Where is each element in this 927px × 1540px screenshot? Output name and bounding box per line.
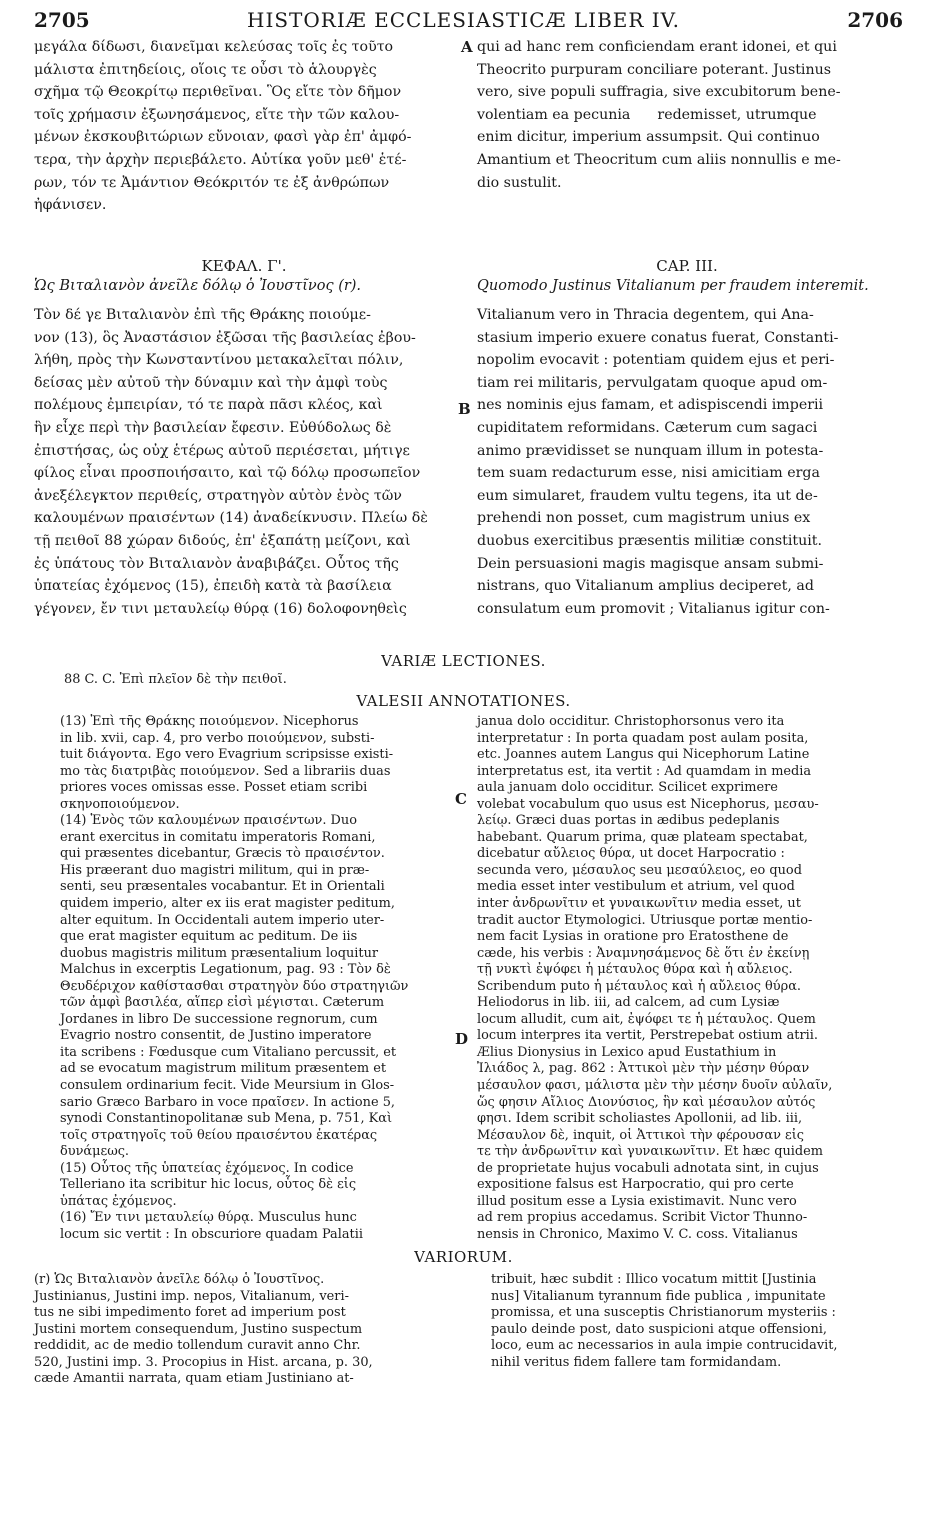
text-line: Jordanes in libro De successione regnorum, cum bbox=[60, 1011, 378, 1027]
text-line: illud positum esse a Lysia existimavit. Nunc vero bbox=[477, 1193, 797, 1209]
valesii-notes-left bbox=[60, 714, 460, 1244]
text-line: etc. Joannes autem Langus qui Nicephorum Latine bbox=[477, 747, 810, 763]
text-line: ὑπάτας ἐχόμενος. bbox=[60, 1193, 177, 1209]
text-line: erant exercitus in comitatu imperatoris Romani, bbox=[60, 829, 376, 845]
text-line: ad rem propius accedamus. Scribit Victor Thunno- bbox=[477, 1210, 808, 1226]
text-line: 520, Justini imp. 3. Procopius in Hist. arcana, p. 30, bbox=[34, 1354, 373, 1370]
text-line: eum simularet, fraudem vultu tegens, ita ut de- bbox=[477, 487, 818, 504]
text-line: nistrans, quo Vitalianum amplius deciperet, ad bbox=[477, 578, 814, 595]
text-line: λήθη, πρὸς τὴν Κωνσταντίνου μετακαλεῖται πόλιν, bbox=[34, 352, 404, 369]
text-line: ὑπατείας ἐχόμενος (15), ἐπειδὴ κατὰ τὰ βασίλεια bbox=[34, 578, 392, 595]
text-line: volentiam ea pecunia redemisset, utrumque bbox=[477, 106, 817, 123]
text-line: His præerant duo magistri militum, qui in præ- bbox=[60, 862, 370, 878]
greek-chapter-heading: ΚΕΦΑΛ. Γ'. bbox=[201, 257, 287, 275]
text-line: cæde Amantii narrata, quam etiam Justiniano at- bbox=[34, 1371, 354, 1387]
variorum-heading: VARIORUM. bbox=[414, 1248, 513, 1266]
text-line: interpretatus est, ita vertit : Ad quamdam in media bbox=[477, 763, 812, 779]
text-line: Justini mortem consequendum, Justino suspectum bbox=[34, 1321, 363, 1337]
text-line: Justinianus, Justini imp. nepos, Vitalianum, veri- bbox=[34, 1288, 349, 1304]
text-line: δυνάμεως. bbox=[60, 1144, 130, 1160]
text-line: animo prævidisset se nunquam illum in potesta- bbox=[477, 442, 824, 459]
text-line: τε τὴν ἀνδρωνῖτιν καὶ γυναικωνῖτιν. Et hæc quidem bbox=[477, 1144, 824, 1160]
text-line: consulem ordinarium fecit. Vide Meursium in Glos- bbox=[60, 1078, 395, 1094]
text-line: γέγονεν, ἔν τινι μεταυλείῳ θύρᾳ (16) δολοφονηθεὶς bbox=[34, 600, 407, 617]
text-line: Vitalianum vero in Thracia degentem, qui Ana- bbox=[477, 307, 814, 323]
text-line: nes nominis ejus famam, et adispiscendi imperii bbox=[477, 397, 824, 414]
text-line: synodi Constantinopolitanæ sub Mena, p. 751, Καὶ bbox=[60, 1111, 393, 1127]
text-line: mo τὰς διατριβὰς ποιούμενον. Sed a librariis duas bbox=[60, 763, 391, 779]
text-line: volebat vocabulum quo usus est Nicephorus, μεσαυ- bbox=[477, 796, 819, 812]
text-line: φίλος εἶναι προσποιήσαιτο, καὶ τῷ δόλῳ προσωπεῖον bbox=[34, 465, 421, 482]
text-line: locum interpres ita vertit, Perstrepebat ostium atrii. bbox=[477, 1028, 818, 1044]
text-line: ad se evocatum magistrum militum præsentem et bbox=[60, 1061, 387, 1077]
text-line: Ælius Dionysius in Lexico apud Eustathium in bbox=[477, 1044, 777, 1060]
text-line: nensis in Chronico, Maximo V. C. coss. Vitalianus bbox=[477, 1226, 798, 1242]
text-line: secunda vero, μέσαυλος seu μεσαύλειος, eo quod bbox=[477, 862, 802, 878]
text-line: alter equitum. In Occidentali autem imperio uter- bbox=[60, 912, 385, 928]
text-line: σχῆμα τῷ Θεοκρίτῳ περιθεῖναι. Ὃς εἴτε τὸν δῆμον bbox=[34, 84, 402, 101]
text-line: cupiditatem reformidans. Cæterum cum sagaci bbox=[477, 419, 818, 436]
text-line: interpretatur : In porta quadam post aulam posita, bbox=[477, 730, 809, 746]
text-line: reddidit, ac de medio tollendum curavit anno Chr. bbox=[34, 1338, 361, 1354]
right-page-number: 2706 bbox=[847, 8, 903, 32]
text-line: expositione falsus est Harpocratio, qui pro certe bbox=[477, 1177, 794, 1193]
text-line: Telleriano ita scribitur hic locus, οὗτος δὲ εἰς bbox=[60, 1177, 357, 1193]
text-line: promissa, et una susceptis Christianorum mysteriis : bbox=[491, 1305, 836, 1321]
text-line: ἣν εἶχε περὶ τὴν βασιλείαν ἔφεσιν. Εὐθύδολως δὲ bbox=[34, 419, 392, 436]
latin-body-text bbox=[477, 304, 907, 620]
text-line: (15) Οὗτος τῆς ὑπατείας ἐχόμενος. In codice bbox=[60, 1160, 354, 1176]
margin-marker-b: B bbox=[458, 400, 471, 418]
text-line: μεγάλα δίδωσι, διανεῖμαι κελεύσας τοῖς ἐς τοῦτο bbox=[34, 39, 394, 55]
text-line: (13) Ἐπὶ τῆς Θράκης ποιούμενον. Nicephorus bbox=[60, 714, 359, 729]
greek-top-text bbox=[34, 36, 464, 217]
variae-lectiones-heading: VARIÆ LECTIONES. bbox=[381, 652, 546, 670]
page-header bbox=[0, 6, 927, 36]
text-line: Θευδέριχον καθίστασθαι στρατηγὸν δύο στρατηγιῶν bbox=[60, 978, 409, 994]
text-line: sario Græco Barbaro in voce πραῖσεν. In actione 5, bbox=[60, 1094, 395, 1110]
text-line: tribuit, hæc subdit : Illico vocatum mittit [Justinia bbox=[491, 1272, 817, 1287]
text-line: enim dicitur, imperium assumpsit. Qui continuo bbox=[477, 129, 820, 146]
text-line: duobus magistris militum præsentalium loquitur bbox=[60, 945, 379, 961]
text-line: vero, sive populi suffragia, sive excubitorum bene- bbox=[477, 84, 841, 101]
greek-chapter-title: Ὡς Βιταλιανὸν ἀνεῖλε δόλῳ ὁ Ἰουστῖνος (r). bbox=[34, 278, 362, 294]
text-line: λείῳ. Græci duas portas in ædibus pedeplanis bbox=[477, 813, 780, 829]
text-line: τῇ νυκτὶ ἐψόφει ἡ μέταυλος θύρα καὶ ἡ αὔλειος. bbox=[477, 962, 793, 978]
text-line: (r) Ὡς Βιταλιανὸν ἀνεῖλε δόλῳ ὁ Ἰουστῖνος. bbox=[34, 1272, 325, 1287]
text-line: τοῖς χρήμασιν ἐξωνησάμενος, εἴτε τὴν τῶν καλου- bbox=[34, 106, 400, 123]
text-line: μένων ἐκσκουβιτώριων εὔνοιαν, φασὶ γὰρ ἐπ' ἀμφό- bbox=[34, 129, 412, 146]
text-line: cæde, his verbis : Ἀναμνησάμενος δὲ ὅτι ἐν ἐκείνῃ bbox=[477, 945, 810, 961]
text-line: (16) Ἔν τινι μεταυλείῳ θύρᾳ. Musculus hunc bbox=[60, 1210, 357, 1226]
text-line: Evagrio nostro consentit, de Justino imperatore bbox=[60, 1028, 372, 1044]
variorum-notes-right bbox=[491, 1272, 907, 1371]
text-line: Scribendum puto ἡ μέταυλος καὶ ἡ αὔλειος θύρα. bbox=[477, 978, 802, 994]
text-line: janua dolo occiditur. Christophorsonus vero ita bbox=[477, 714, 785, 729]
text-line: ρων, τόν τε Ἀμάντιον Θεόκριτόν τε ἐξ ἀνθρώπων bbox=[34, 174, 390, 191]
text-line: de proprietate hujus vocabuli adnotata sint, in cujus bbox=[477, 1160, 819, 1176]
text-line: inter ἀνδρωνῖτιν et γυναικωνῖτιν media esset, ut bbox=[477, 896, 801, 912]
text-line: νον (13), ὃς Ἀναστάσιον ἐξῶσαι τῆς βασιλείας ἐβου- bbox=[34, 329, 416, 346]
text-line: τερα, τὴν ἀρχὴν περιεβάλετο. Αὐτίκα γοῦν μεθ' ἑτέ- bbox=[34, 151, 407, 168]
text-line: dio sustulit. bbox=[477, 174, 562, 191]
valesii-notes-right bbox=[477, 714, 907, 1244]
variorum-notes-left bbox=[34, 1272, 464, 1388]
text-line: σκηνοποιούμενον. bbox=[60, 796, 180, 812]
text-line: δείσας μὲν αὐτοῦ τὴν δύναμιν καὶ τὴν ἀμφὶ τοὺς bbox=[34, 374, 388, 391]
running-title: HISTORIÆ ECCLESIASTICÆ LIBER IV. bbox=[247, 8, 680, 32]
latin-chapter-title: Quomodo Justinus Vitalianum per fraudem interemit. bbox=[477, 278, 869, 294]
text-line: Dein persuasioni magis magisque ansam submi- bbox=[477, 555, 824, 572]
text-line: priores voces omissas esse. Posset etiam scribi bbox=[60, 780, 368, 796]
text-line: habebant. Quarum prima, quæ plateam spectabat, bbox=[477, 829, 808, 845]
text-line: dicebatur αὔλειος θύρα, ut docet Harpocratio : bbox=[477, 846, 785, 862]
latin-top-text bbox=[477, 36, 907, 194]
text-line: ita scribens : Fœdusque cum Vitaliano percussit, et bbox=[60, 1044, 397, 1060]
latin-chapter-heading: CAP. III. bbox=[656, 257, 718, 275]
text-line: μέσαυλον φασι, μάλιστα μὲν τὴν μέσην δυοῖν αὐλαῖν, bbox=[477, 1078, 833, 1094]
text-line: Theocrito purpuram conciliare poterant. Justinus bbox=[477, 61, 832, 78]
text-line: Malchus in excerptis Legationum, pag. 93 : Τὸν δὲ bbox=[60, 962, 391, 978]
text-line: locum sic vertit : In obscuriore quadam Palatii bbox=[60, 1226, 363, 1242]
variae-lectiones-note: 88 C. C. Ἐπὶ πλεῖον δὲ τὴν πειθοῖ. bbox=[64, 672, 287, 687]
text-line: media esset inter vestibulum et atrium, vel quod bbox=[477, 879, 795, 895]
text-line: tem suam redacturum esse, nisi amicitiam erga bbox=[477, 465, 820, 482]
text-line: τοῖς στρατηγοῖς τοῦ θείου πραισέντου ἑκατέρας bbox=[60, 1127, 378, 1143]
text-line: que erat magister equitum ac peditum. De iis bbox=[60, 929, 358, 945]
text-line: tus ne sibi impedimento foret ad imperium post bbox=[34, 1305, 346, 1321]
text-line: tiam rei militaris, pervulgatam quoque apud om- bbox=[477, 374, 828, 391]
text-line: senti, seu præsentales vocabantur. Et in Orientali bbox=[60, 879, 385, 895]
margin-marker-c: C bbox=[455, 790, 467, 808]
text-line: loco, eum ac necessarios in aula impie contrucidavit, bbox=[491, 1338, 838, 1354]
greek-body-text bbox=[34, 304, 464, 620]
text-line: ὥς φησιν Αἴλιος Διονύσιος, ἣν καὶ μέσαυλον αὐτός bbox=[477, 1094, 816, 1110]
text-line: nem facit Lysias in oratione pro Eratosthene de bbox=[477, 929, 789, 945]
text-line: ἀνεξέλεγκτον περιθείς, στρατηγὸν αὐτὸν ἑνὸς τῶν bbox=[34, 487, 402, 504]
text-line: (14) Ἑνὸς τῶν καλουμένων πραισέντων. Duo bbox=[60, 813, 357, 829]
text-line: quidem imperio, alter ex iis erat magister peditum, bbox=[60, 896, 395, 912]
text-line: τῇ πειθοῖ 88 χώραν διδούς, ἐπ' ἐξαπάτῃ μείζονι, καὶ bbox=[34, 532, 411, 549]
text-line: πολέμους ἐμπειρίαν, τό τε παρὰ πᾶσι κλέος, καὶ bbox=[34, 397, 383, 414]
margin-marker-a: A bbox=[461, 38, 473, 56]
text-line: tuit διάγοντα. Ego vero Evagrium scripsisse existi- bbox=[60, 747, 394, 763]
margin-marker-d: D bbox=[455, 1030, 469, 1048]
text-line: Μέσαυλον δὲ, inquit, οἱ Ἀττικοὶ τὴν φέρουσαν εἰς bbox=[477, 1127, 804, 1143]
text-line: ἐπιστήσας, ὡς οὐχ ἑτέρως αὐτοῦ περιέσεται, μήτιγε bbox=[34, 442, 410, 459]
text-line: qui præsentes dicebantur, Græcis τὸ πραισέντον. bbox=[60, 846, 385, 862]
text-line: consulatum eum promovit ; Vitalianus igitur con- bbox=[477, 600, 830, 617]
text-line: aula januam dolo occiditur. Scilicet exprimere bbox=[477, 780, 778, 796]
text-line: in lib. xvii, cap. 4, pro verbo ποιούμενον, substi- bbox=[60, 730, 375, 746]
text-line: ἠφάνισεν. bbox=[34, 197, 107, 214]
text-line: Ἰλιάδος λ, pag. 862 : Ἀττικοὶ μὲν τὴν μέσην θύραν bbox=[477, 1061, 810, 1077]
text-line: Τὸν δέ γε Βιταλιανὸν ἐπὶ τῆς Θράκης ποιούμε- bbox=[34, 307, 371, 323]
text-line: stasium imperio exuere conatus fuerat, Constanti- bbox=[477, 329, 839, 346]
text-line: paulo deinde post, dato suspicioni atque offensioni, bbox=[491, 1321, 828, 1337]
text-line: φησι. Idem scribit scholiastes Apollonii, ad lib. iii, bbox=[477, 1111, 803, 1127]
text-line: τῶν ἀμφὶ βασιλέα, αἵπερ εἰσὶ μέγισται. Cæterum bbox=[60, 995, 385, 1011]
text-line: tradit auctor Etymologici. Utriusque portæ mentio- bbox=[477, 912, 813, 928]
text-line: qui ad hanc rem conficiendam erant idonei, et qui bbox=[477, 39, 837, 55]
text-line: nopolim evocavit : potentiam quidem ejus et peri- bbox=[477, 352, 835, 369]
text-line: nus] Vitalianum tyrannum fide publica , impunitate bbox=[491, 1288, 826, 1304]
text-line: καλουμένων πραισέντων (14) ἀναδείκνυσιν. Πλείω δὲ bbox=[34, 510, 428, 527]
valesii-annotationes-heading: VALESII ANNOTATIONES. bbox=[356, 692, 571, 710]
text-line: Amantium et Theocritum cum aliis nonnullis e me- bbox=[477, 151, 841, 168]
text-line: μάλιστα ἐπιτηδείοις, οἵοις τε οὖσι τὸ ἁλουργὲς bbox=[34, 61, 377, 78]
text-line: locum alludit, cum ait, ἐψόφει τε ἡ μέταυλος. Quem bbox=[477, 1011, 816, 1027]
text-line: ἐς ὑπάτους τὸν Βιταλιανὸν ἀναβιβάζει. Οὗτος τῆς bbox=[34, 555, 399, 572]
left-page-number: 2705 bbox=[34, 8, 90, 32]
text-line: Heliodorus in lib. iii, ad calcem, ad cum Lysiæ bbox=[477, 995, 780, 1011]
text-line: prehendi non posset, cum magistrum unius ex bbox=[477, 510, 811, 527]
text-line: nihil veritus fidem fallere tam formidandam. bbox=[491, 1354, 782, 1370]
text-line: duobus exercitibus præsentis militiæ constituit. bbox=[477, 532, 823, 549]
